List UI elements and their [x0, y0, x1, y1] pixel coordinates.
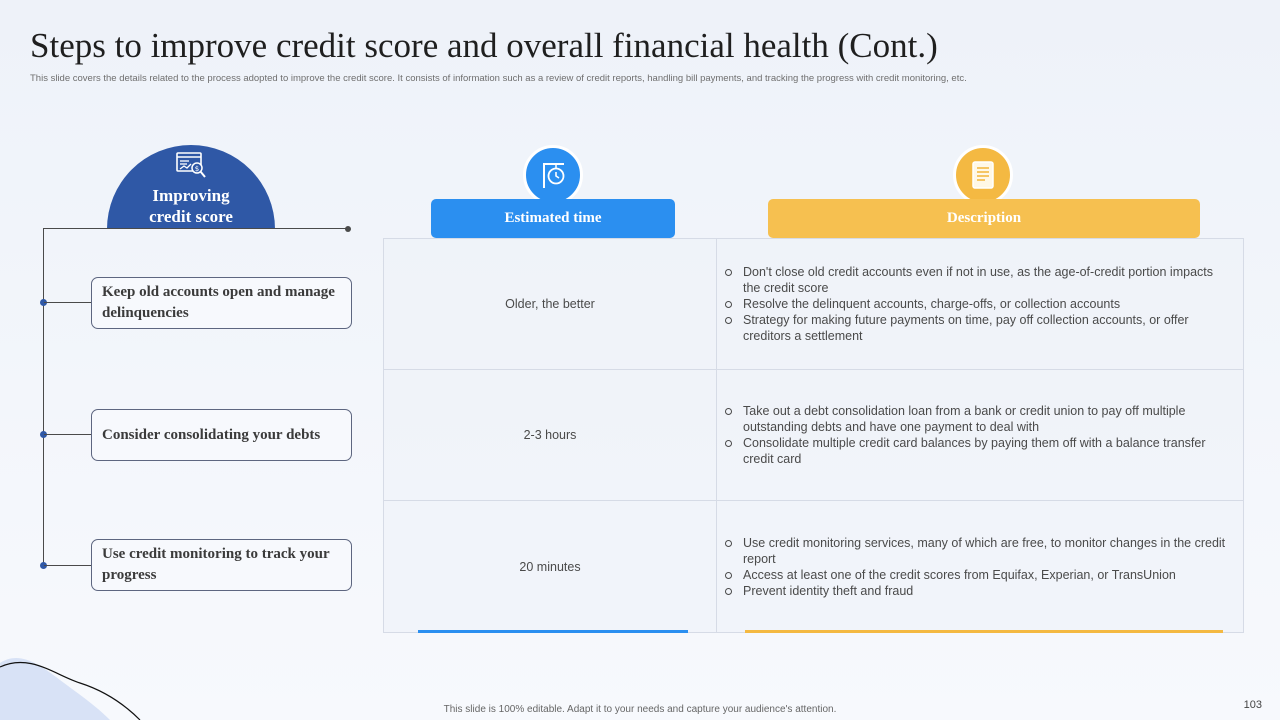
description-accent-bar [745, 630, 1223, 633]
estimated-time-badge [523, 145, 583, 205]
table-row [384, 370, 1243, 501]
bullet-list [725, 403, 1233, 467]
description-cell [717, 239, 1243, 369]
page-number: 103 [1243, 699, 1262, 711]
bullet-item: Prevent identity theft and fraud [725, 583, 1233, 599]
step-box-credit-monitoring [91, 539, 352, 591]
bullet-list [725, 535, 1233, 599]
document-icon [970, 160, 996, 190]
bullet-item: Take out a debt consolidation loan from a bank or credit union to pay off multiple outstanding debts and have one payment to deal with [725, 403, 1233, 435]
description-cell [717, 370, 1243, 500]
bullet-item: Use credit monitoring services, many of which are free, to monitor changes in the credit report [725, 535, 1233, 567]
bullet-item: Consolidate multiple credit card balances by paying them off with a balance transfer credit card [725, 435, 1233, 467]
table-row [384, 501, 1243, 632]
step-connector [44, 302, 92, 303]
step-label: Consider consolidating your debts [102, 426, 321, 443]
description-cell [717, 501, 1243, 632]
step-connector [44, 565, 92, 566]
description-badge [953, 145, 1013, 205]
credit-report-icon [175, 151, 207, 181]
step-label: Keep old accounts open and manage delinquencies [102, 284, 335, 321]
bullet-item: Strategy for making future payments on time, pay off collection accounts, or offer creditors a settlement [725, 312, 1233, 344]
bullet-item: Resolve the delinquent accounts, charge-offs, or collection accounts [725, 296, 1233, 312]
time-accent-bar [418, 630, 688, 633]
table-row [384, 239, 1243, 370]
tree-top-connector [43, 228, 349, 229]
step-label: Use credit monitoring to track your progress [102, 546, 330, 583]
step-box-keep-old-accounts [91, 277, 352, 329]
bullet-list [725, 264, 1233, 344]
step-box-consolidate-debts [91, 409, 352, 461]
svg-text:$: $ [194, 165, 200, 173]
time-cell: 20 minutes [384, 501, 717, 632]
time-cell: 2-3 hours [384, 370, 717, 500]
steps-table [383, 238, 1244, 633]
estimated-time-header: Estimated time [431, 199, 675, 238]
bullet-item: Don't close old credit accounts even if not in use, as the age-of-credit portion impacts the credit score [725, 264, 1233, 296]
slide-title: Steps to improve credit score and overall financial health (Cont.) [30, 26, 938, 65]
bullet-item: Access at least one of the credit scores from Equifax, Experian, or TransUnion [725, 567, 1233, 583]
clock-sign-icon [538, 160, 568, 190]
heading-label: Improving credit score [149, 186, 233, 226]
tree-end-dot [345, 226, 351, 232]
footer-note: This slide is 100% editable. Adapt it to your needs and capture your audience's attention. [443, 704, 837, 715]
step-connector [44, 434, 92, 435]
tree-vertical-connector [43, 228, 44, 566]
slide-subtitle: This slide covers the details related to the process adopted to improve the credit score. It consists of information such as a review of credit reports, handling bill payments, and tracking the progress with credit monitoring, etc. [30, 73, 967, 84]
description-header: Description [768, 199, 1200, 238]
time-cell: Older, the better [384, 239, 717, 369]
improving-credit-score-heading [107, 145, 275, 229]
